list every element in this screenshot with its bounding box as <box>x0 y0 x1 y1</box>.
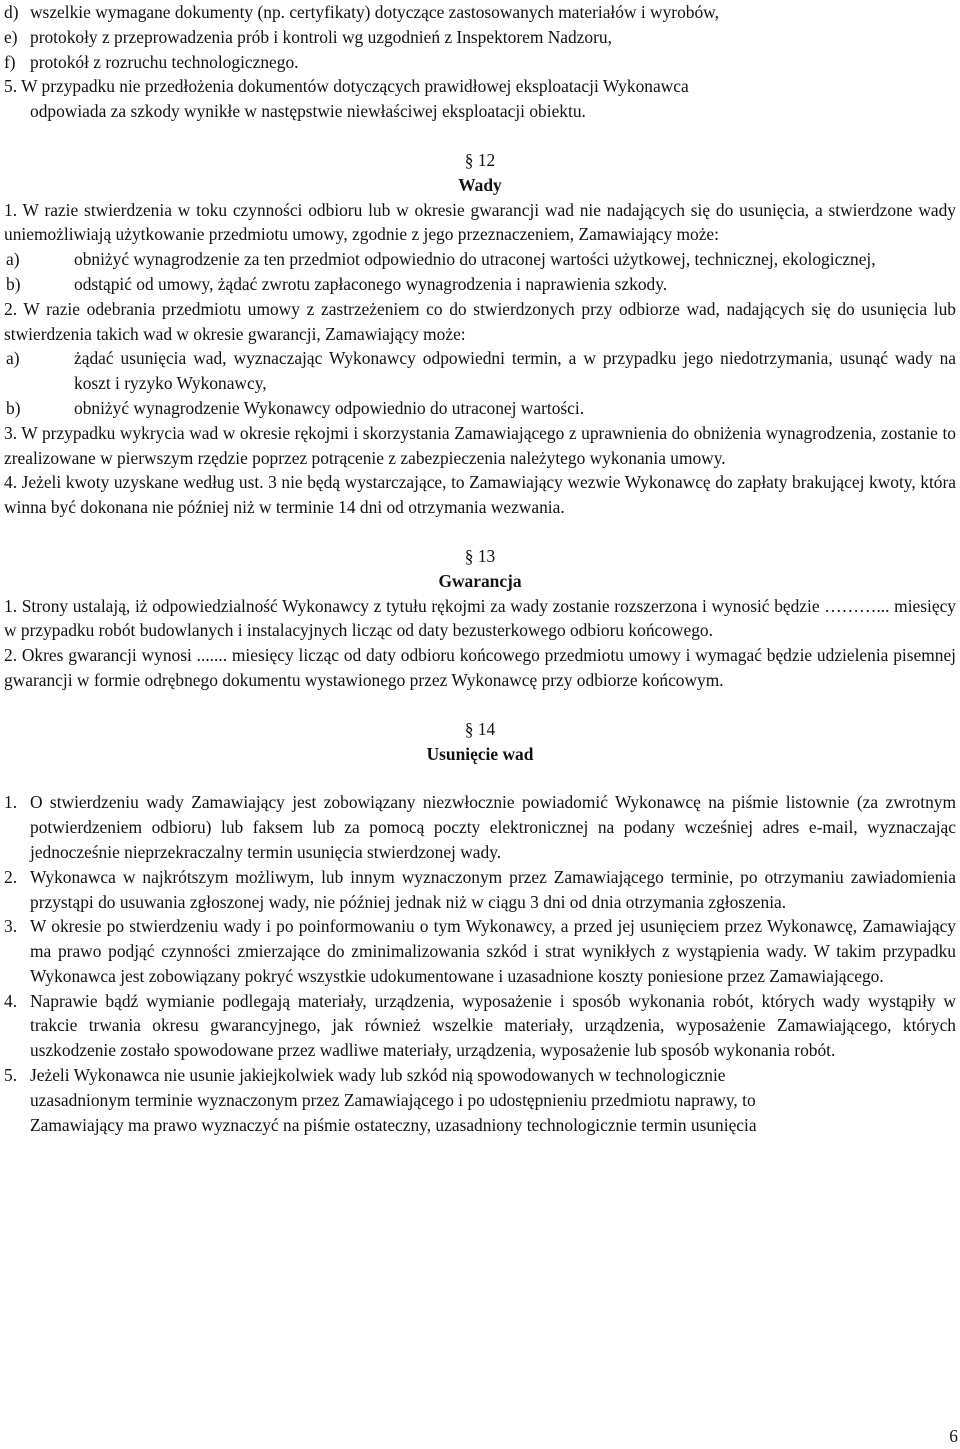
list-item-text: żądać usunięcia wad, wyznaczając Wykonawcy odpowiedni termin, a w przypadku jego niedotrzymania, usunąć wady na koszt i ryzyko Wykonawcy, <box>74 348 956 394</box>
section-12-title: Wady <box>458 174 502 195</box>
list-item <box>4 346 956 396</box>
section-14-number: § 14 <box>464 718 496 739</box>
section-14-title: Usunięcie wad <box>426 743 534 764</box>
section-12-number: § 12 <box>464 149 496 170</box>
spacer <box>4 124 956 148</box>
list-item <box>4 865 956 915</box>
paragraph-line: odpowiada za szkody wynikłe w następstwie niewłaściwej eksploatacji obiektu. <box>30 101 586 122</box>
spacer <box>4 693 956 717</box>
list-item-text: odstąpić od umowy, żądać zwrotu zapłaconego wynagrodzenia i naprawienia szkody. <box>74 273 668 294</box>
list-item <box>4 790 956 864</box>
paragraph-5-exploitation <box>4 74 956 124</box>
spacer <box>4 520 956 544</box>
list-item-label: 5. <box>4 1065 18 1086</box>
list-item-label: 1. <box>4 792 18 813</box>
list-item <box>4 272 956 297</box>
list-item <box>4 989 956 1063</box>
list-item-label: a) <box>6 249 20 270</box>
list-item-text: W okresie po stwierdzeniu wady i po poinformowaniu o tym Wykonawcy, a przed jej usunięciem przez Wykonawcę, Zamawiający ma prawo podjąć czynności zmierzające do zminimalizowania szkód i strat wynikłych z wystąpienia wady. W takim przypadku Wykonawca jest zobowiązany pokryć wszystkie udokumentowane i uzasadnione koszty poniesione przez Zamawiającego. <box>30 916 956 986</box>
list-item-label: b) <box>6 397 21 418</box>
list-item-label: 3. <box>4 916 18 937</box>
list-item <box>4 50 956 75</box>
list-item-label: f) <box>4 51 16 72</box>
section-12-paragraph-4: 4. Jeżeli kwoty uzyskane według ust. 3 nie będą wystarczające, to Zamawiający wezwie Wykonawcę do zapłaty brakującej kwoty, która winna być dokonana nie później niż w terminie 14 dni od otrzymania wezwania. <box>4 472 956 518</box>
materials-list <box>4 0 956 74</box>
list-item-text <box>30 1063 956 1137</box>
list-item <box>4 0 956 25</box>
list-item <box>4 396 956 421</box>
section-14-list <box>4 790 956 1137</box>
paragraph-line: uzasadnionym terminie wyznaczonym przez Zamawiającego i po udostępnieniu przedmiotu naprawy, to <box>30 1089 756 1110</box>
list-item-label: a) <box>6 348 20 369</box>
section-13-paragraph-2: 2. Okres gwarancji wynosi ....... miesięcy licząc od daty odbioru końcowego przedmiotu umowy i wymagać będzie udzielenia pisemnej gwarancji w formie odrębnego dokumentu wystawionego przez Wykonawcę przy odbiorze końcowym. <box>4 645 956 690</box>
section-12-paragraph-1: 1. W razie stwierdzenia w toku czynności odbioru lub w okresie gwarancji wad nie nadających się do usunięcia, a stwierdzone wady uniemożliwiają użytkowanie przedmiotu umowy, zgodnie z jego przeznaczeniem, Zamawiający może: <box>4 199 956 245</box>
list-item-label: b) <box>6 273 21 294</box>
list-item-text: obniżyć wynagrodzenie za ten przedmiot odpowiednio do utraconej wartości użytkowej, technicznej, ekologicznej, <box>74 249 876 270</box>
section-13-paragraph-1: 1. Strony ustalają, iż odpowiedzialność Wykonawcy z tytułu rękojmi za wady zostanie rozszerzona i wynosić będzie ………... miesięcy w przypadku robót budowlanych i instalacyjnych licząc od daty bezusterkowego odbioru końcowego. <box>4 595 956 641</box>
list-item <box>4 1063 956 1137</box>
list-item-label: 4. <box>4 990 18 1011</box>
page-number: 6 <box>949 1426 958 1446</box>
section-12-paragraph-2: 2. W razie odebrania przedmiotu umowy z zastrzeżeniem co do stwierdzonych przy odbiorze wad, nadających się do usunięcia lub stwierdzenia takich wad w okresie gwarancji, Zamawiający może: <box>4 298 956 344</box>
list-item-label: d) <box>4 2 19 22</box>
list-item-label: e) <box>4 26 18 47</box>
paragraph-line: Jeżeli Wykonawca nie usunie jakiejkolwiek wady lub szkód nią spowodowanych w technologicznie <box>30 1065 726 1086</box>
list-item-text: O stwierdzeniu wady Zamawiający jest zobowiązany niezwłocznie powiadomić Wykonawcę na piśmie listownie (za zwrotnym potwierdzeniem odbioru) lub faksem lub za pomocą poczty elektronicznej na podany wcześniej adres e-mail, wyznaczając jednocześnie nieprzekraczalny termin usunięcia stwierdzonej wady. <box>30 792 956 862</box>
list-item-label: 2. <box>4 866 18 887</box>
list-item-text: Naprawie bądź wymianie podlegają materiały, urządzenia, wyposażenie i sposób wykonania robót, których wady wystąpiły w trakcie trwania okresu gwarancyjnego, jak również wszelkie materiały, urządzenia, wyposażenie Zamawiającego, których uszkodzenie zostało spowodowane przez wadliwe materiały, urządzenia, wyposażenie lub sposób wykonania robót. <box>30 990 956 1061</box>
paragraph-line: 5. W przypadku nie przedłożenia dokumentów dotyczących prawidłowej eksploatacji Wykonawca <box>4 76 689 97</box>
section-13-title: Gwarancja <box>438 570 522 591</box>
list-item-text: Wykonawca w najkrótszym możliwym, lub innym wyznaczonym przez Zamawiającego terminie, po otrzymaniu zawiadomienia przystąpi do usuwania zgłoszonej wady, nie później jednak niż w ciągu 3 dni od dnia otrzymania zgłoszenia. <box>30 866 956 912</box>
list-item-text: wszelkie wymagane dokumenty (np. certyfikaty) dotyczące zastosowanych materiałów i wyrobów, <box>30 2 719 22</box>
list-item-text: obniżyć wynagrodzenie Wykonawcy odpowiednio do utraconej wartości. <box>74 397 585 418</box>
paragraph-line: Zamawiający ma prawo wyznaczyć na piśmie ostateczny, uzasadniony technologicznie termin usunięcia <box>30 1114 757 1135</box>
spacer <box>4 766 956 790</box>
list-item <box>4 25 956 50</box>
list-item <box>4 247 956 272</box>
section-13-number: § 13 <box>464 545 496 566</box>
list-item <box>4 914 956 988</box>
list-item-text: protokół z rozruchu technologicznego. <box>30 51 299 72</box>
section-12-paragraph-3: 3. W przypadku wykrycia wad w okresie rękojmi i skorzystania Zamawiającego z uprawnienia do obniżenia wynagrodzenia, zostanie to zrealizowane w pierwszym rzędzie poprzez potrącenie z zabezpieczenia należytego wykonania umowy. <box>4 422 956 468</box>
list-item-text: protokoły z przeprowadzenia prób i kontroli wg uzgodnień z Inspektorem Nadzoru, <box>30 26 612 47</box>
